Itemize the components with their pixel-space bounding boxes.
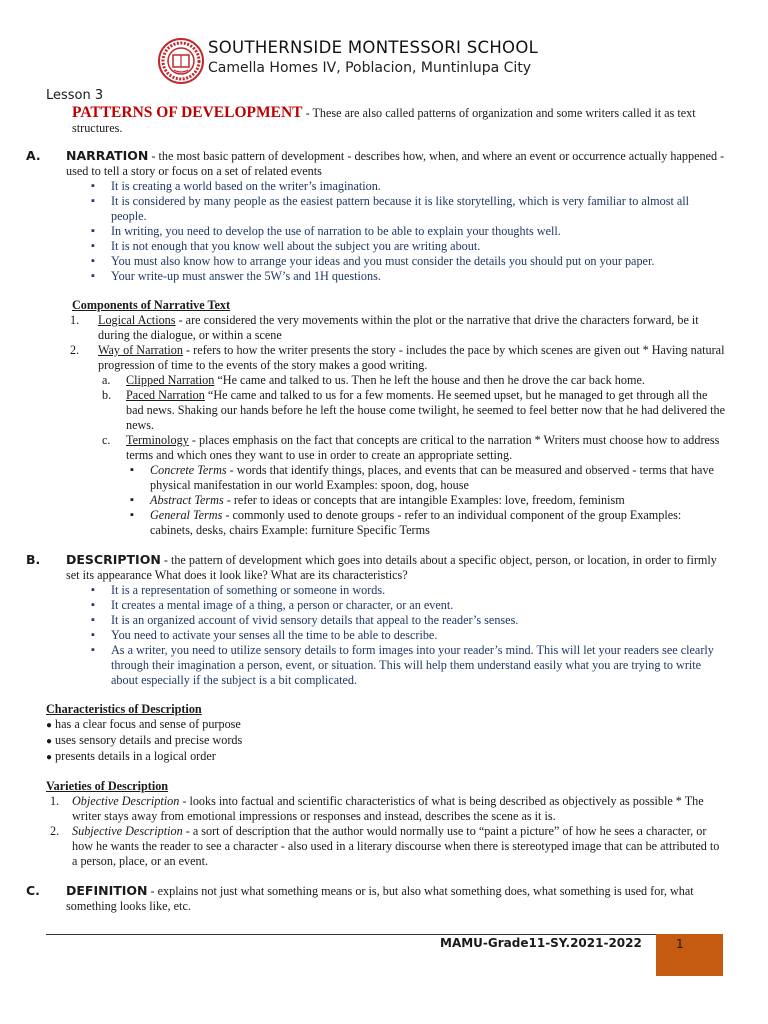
list-item: ▪ It is not enough that you know well about the subject you are writing about. [111,239,726,254]
section-desc: - the most basic pattern of development - describes how, when, and where an event or occurrence actually happened - used to tell a story or focus on a set of related events [66,149,725,178]
definition-heading [26,883,726,914]
list-item: ● presents details in a logical order [46,749,726,765]
term: Terminology [126,433,189,447]
varieties-heading: Varieties of Description [46,779,169,793]
list-item: ▪ Your write-up must answer the 5W’s and 1H questions. [111,269,726,284]
list-item: ▪ It is an organized account of vivid sensory details that appeal to the reader’s senses. [111,613,726,628]
school-header [208,38,538,77]
lesson-title: PATTERNS OF DEVELOPMENT [72,104,303,121]
list-item: 1. Logical Actions - are considered the very movements within the plot or the narrative that drive the characters forward, be it during the dialogue, or within a scene [70,313,699,342]
list-item: a. Clipped Narration “He came and talked to us. Then he left the house and then he drove the car back home. [102,373,645,387]
lesson-title-desc: - These are also called patterns of organization and some writers called it as text structures. [72,106,696,135]
section-name: DESCRIPTION [66,552,161,567]
section-name: DEFINITION [66,883,148,898]
document-body [26,88,726,914]
section-name: NARRATION [66,148,149,163]
list-item: ● has a clear focus and sense of purpose [46,717,726,733]
list-item: ▪ In writing, you need to develop the use of narration to be able to explain your thoughts well. [111,224,726,239]
school-seal-logo [158,38,204,84]
term: Paced Narration [126,388,205,402]
list-item: ▪ Abstract Terms - refer to ideas or concepts that are intangible Examples: love, freedom, feminism [150,493,726,508]
list-item: ▪ It creates a mental image of a thing, a person or character, or an event. [111,598,726,613]
list-item: ▪ It is a representation of something or someone in words. [111,583,726,598]
section-narration [26,148,726,538]
page-number-box [656,934,723,976]
terms-list [126,463,726,538]
section-description [26,552,726,869]
footer-divider [46,934,656,935]
list-item: 2. Subjective Description - a sort of description that the author would normally use to “paint a picture” of how he sees a character, or how he wants the reader to see a character - also used in a literary discourse when there is stereotyped image that can be attributed to a person, place, or an event. [50,824,720,868]
section-letter: B. [26,552,41,567]
list-item: ▪ You must also know how to arrange your ideas and you must consider the details you should put on your paper. [111,254,726,269]
term: Logical Actions [98,313,176,327]
varieties-list [46,794,726,869]
description-heading [26,552,726,583]
lesson-label: Lesson 3 [46,88,104,103]
narration-heading [26,148,726,179]
lesson-title-line [46,105,726,136]
list-item: ▪ You need to activate your senses all the time to be able to describe. [111,628,726,643]
characteristics-heading: Characteristics of Description [46,702,202,716]
description-bullets [46,583,726,688]
school-address: Camella Homes IV, Poblacion, Muntinlupa City [208,60,532,76]
narration-bullets [46,179,726,284]
section-desc: - explains not just what something means or is, but also what something does, what something is used for, what something looks like, etc. [66,884,694,913]
list-item: ▪ Concrete Terms - words that identify things, places, and events that can be measured and observed - terms that have physical manifestation in our world Examples: spoon, dog, house [150,463,726,493]
list-item: ▪ It is considered by many people as the easiest pattern because it is like storytelling, which is very familiar to almost all people. [111,194,726,224]
footer-code: MAMU-Grade11-SY.2021-2022 [440,936,642,950]
section-definition [26,883,726,914]
list-item: b. Paced Narration “He came and talked to us for a few moments. He seemed upset, but he managed to get through all the bad news. Shaking our hands before he left the house come twilight, he seemed to feel better now that he had delivered the news. [102,388,726,432]
list-item: 2. Way of Narration - refers to how the writer presents the story - includes the pace by which scenes are given out * Having natural progression of time to the events of the story makes a good writing. a. Clipped Narration “He came and talked to us. Then he left the house and then he drove the car back home. b. Paced Narration “He came and talked to us for a few moments. He seemed upset, but he managed to get through all the bad news. Shaking our hands before he left the house come twilight, he seemed to feel better now that he had delivered the news. c. Terminology - places emphasis on the fact that concepts are critical to the narration * Writers must choose how to address terms and which ones they want to use in order to create an appropriate setting. ▪ Concrete Terms - words that identify things, places, and events that can be measured and observed - terms that have physical manifestation in our world Examples: spoon, dog, house ▪ Abstract Terms - refer to ideas or concepts that are intangible Examples: love, freedom, feminism ▪ General Terms - commonly used to denote groups - refer to an individual component of the group Examples: cabinets, desks, chairs Example: furniture Specific Terms [98,343,726,538]
list-item: ● uses sensory details and precise words [46,733,726,749]
list-item: 1. Objective Description - looks into factual and scientific characteristics of what is being described as objectively as possible * The writer stays away from emotional impressions or responses and instead, describes the scene as it is. [50,794,704,823]
list-item: c. Terminology - places emphasis on the fact that concepts are critical to the narration * Writers must choose how to address terms and which ones they want to use in order to create an appropriate setting. ▪ Concrete Terms - words that identify things, places, and events that can be measured and observed - terms that have physical manifestation in our world Examples: spoon, dog, house ▪ Abstract Terms - refer to ideas or concepts that are intangible Examples: love, freedom, feminism ▪ General Terms - commonly used to denote groups - refer to an individual component of the group Examples: cabinets, desks, chairs Example: furniture Specific Terms [126,433,726,538]
components-list [46,313,726,538]
term: Objective Description [72,794,180,808]
term: Subjective Description [72,824,183,838]
term: Way of Narration [98,343,183,357]
components-heading: Components of Narrative Text [72,298,231,312]
section-letter: A. [26,148,41,163]
term: Clipped Narration [126,373,215,387]
characteristics-list [46,717,726,765]
school-name: SOUTHERNSIDE MONTESSORI SCHOOL [208,38,539,57]
list-item: ▪ General Terms - commonly used to denote groups - refer to an individual component of the group Examples: cabinets, desks, chairs Example: furniture Specific Terms [150,508,726,538]
section-desc: - the pattern of development which goes into details about a specific object, person, or location, in order to firmly set its appearance What does it look like? What are its characteristics? [66,553,717,582]
narration-types-list [98,373,726,538]
section-letter: C. [26,883,40,898]
page-number: 1 [676,937,684,951]
list-item: ▪ As a writer, you need to utilize sensory details to form images into your reader’s mind. This will let your readers see clearly through their imagination a person, event, or situation. This will help them understand easily what you are trying to write about especially if the subject is a bit complicated. [111,643,726,688]
list-item: ▪ It is creating a world based on the writer’s imagination. [111,179,726,194]
